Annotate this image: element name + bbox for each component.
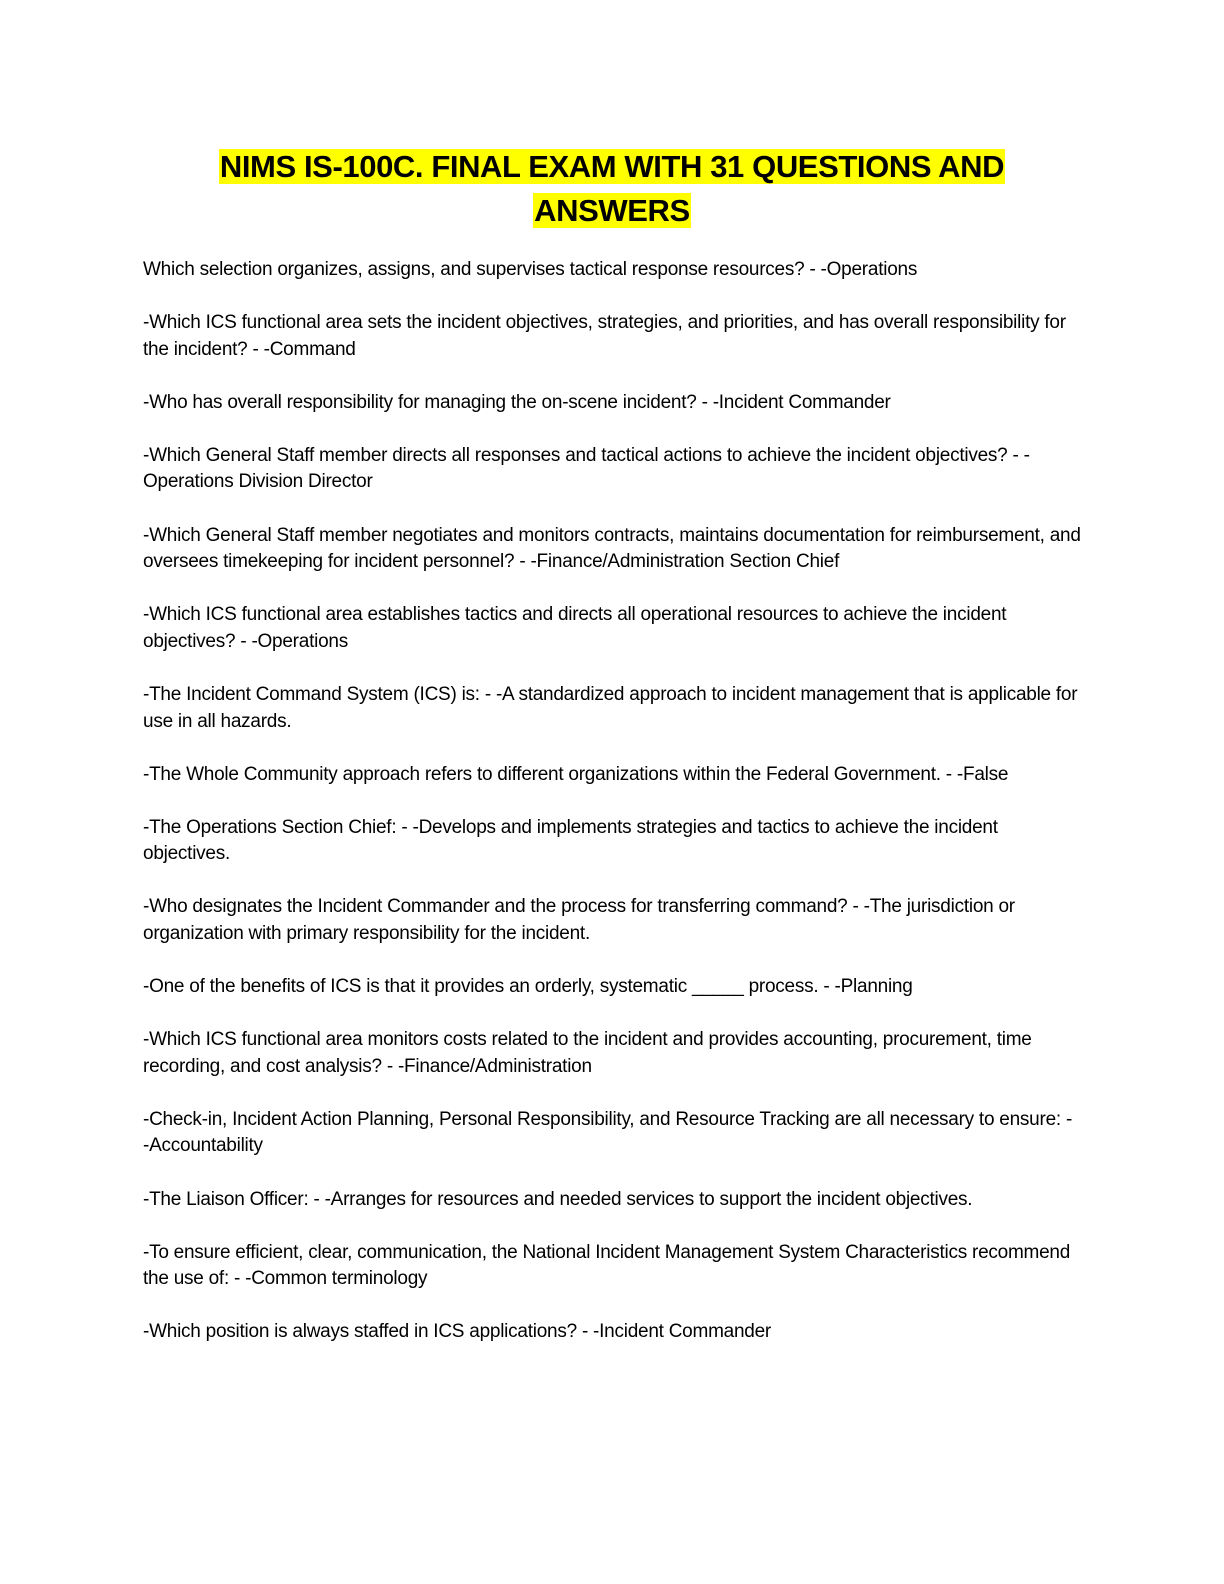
qa-item: -Who designates the Incident Commander and the process for transferring command? - -The jurisdiction or organization with primary responsibility for the incident. (143, 896, 1015, 944)
qa-item: Which selection organizes, assigns, and supervises tactical response resources? - -Operations (143, 259, 918, 280)
qa-item: -Which ICS functional area monitors costs related to the incident and provides accounting, procurement, time recording, and cost analysis? - -Finance/Administration (143, 1029, 1032, 1077)
qa-item: -Check-in, Incident Action Planning, Personal Responsibility, and Resource Tracking are all necessary to ensure: - -Accountability (143, 1108, 1073, 1157)
qa-item: -The Whole Community approach refers to different organizations within the Federal Government. - -False (143, 763, 1009, 785)
qa-item: -Which position is always staffed in ICS applications? - -Incident Commander (143, 1321, 771, 1343)
qa-item: -Which General Staff member directs all responses and tactical actions to achieve the incident objectives? - -Operations Division Director (143, 444, 1030, 493)
document-title (0, 145, 1224, 233)
qa-item: -Which ICS functional area sets the incident objectives, strategies, and priorities, and has overall responsibility for the incident? - -Command (143, 312, 1066, 360)
question-answer-list (143, 257, 1083, 1372)
qa-item: -The Operations Section Chief: - -Develops and implements strategies and tactics to achieve the incident objectives. (143, 816, 998, 865)
qa-item: -Which General Staff member negotiates and monitors contracts, maintains documentation for reimbursement, and oversees timekeeping for incident personnel? - -Finance/Administration Section Chief (143, 524, 1081, 573)
qa-item: -One of the benefits of ICS is that it provides an orderly, systematic _____ process. - -Planning (143, 976, 913, 998)
title-line-2: ANSWERS (534, 193, 690, 228)
qa-item: -The Incident Command System (ICS) is: - -A standardized approach to incident management that is applicable for use in all hazards. (143, 683, 1078, 732)
qa-item: -To ensure efficient, clear, communication, the National Incident Management System Characteristics recommend the use of: - -Common terminology (143, 1241, 1071, 1290)
title-line-1: NIMS IS-100C. FINAL EXAM WITH 31 QUESTIONS AND (219, 149, 1005, 184)
qa-item: -Who has overall responsibility for managing the on-scene incident? - -Incident Commander (143, 391, 891, 413)
qa-item: -The Liaison Officer: - -Arranges for resources and needed services to support the incident objectives. (143, 1188, 973, 1210)
qa-item: -Which ICS functional area establishes tactics and directs all operational resources to achieve the incident objectives? - -Operations (143, 604, 1007, 652)
